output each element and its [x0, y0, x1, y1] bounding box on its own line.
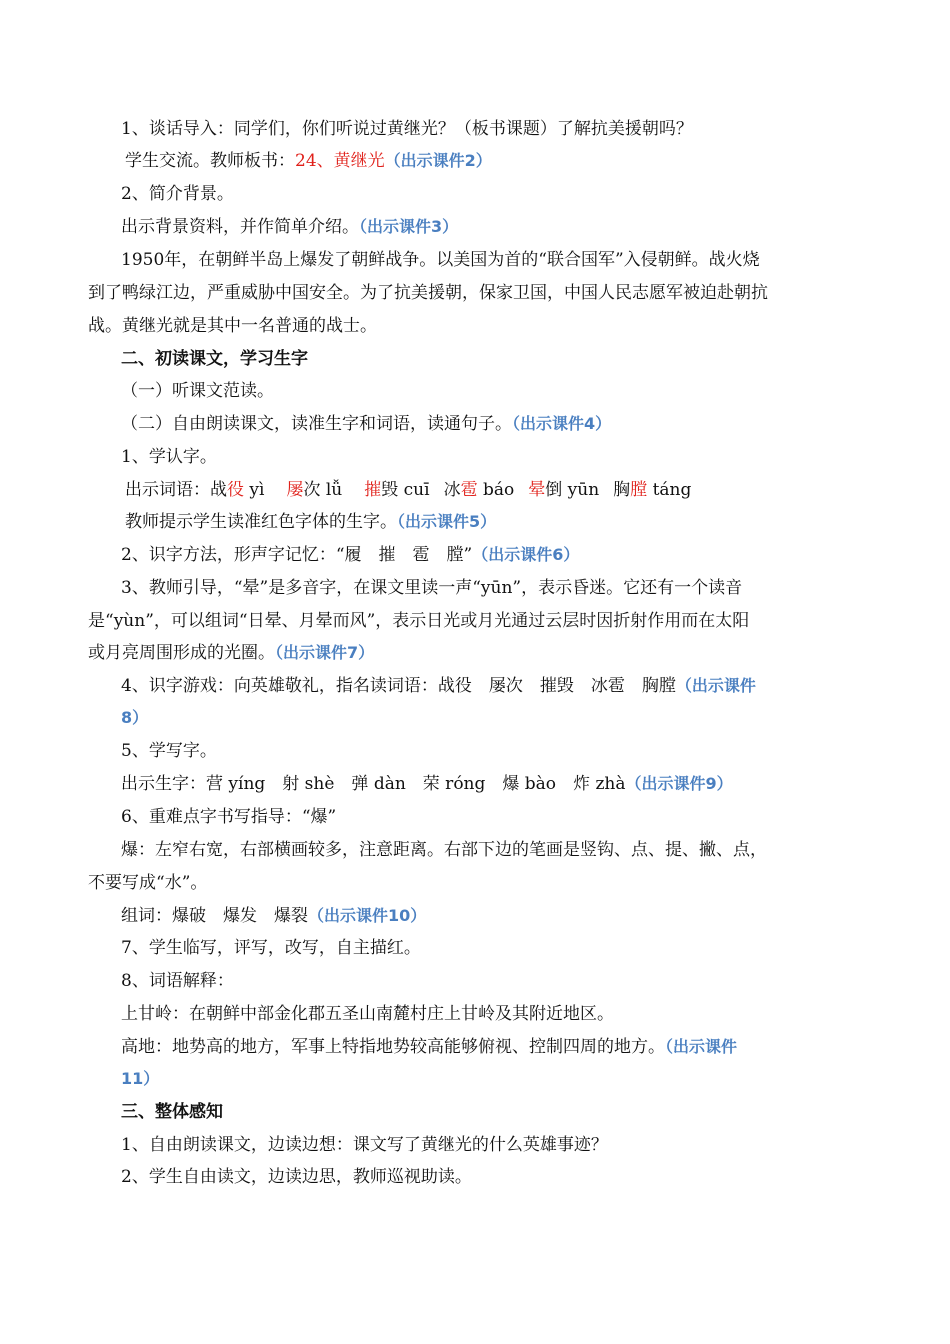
courseware-note: 11） — [121, 1069, 160, 1088]
text: 2、学生自由读文，边读边思，教师巡视助读。 — [121, 1167, 472, 1187]
pinyin: lǚ — [325, 480, 343, 500]
courseware-note: （出示课件5） — [397, 512, 497, 531]
paragraph — [121, 773, 733, 795]
paragraph — [88, 315, 377, 337]
paragraph — [121, 249, 760, 271]
text: 4、识字游戏：向英雄敬礼，指名读词语：战役 屡次 摧毁 冰雹 胸膛 — [121, 676, 676, 696]
paragraph — [121, 544, 579, 566]
char: 次 — [303, 480, 321, 500]
paragraph — [121, 806, 336, 828]
paragraph — [121, 937, 421, 959]
paragraph — [121, 380, 274, 402]
section-heading — [121, 348, 308, 370]
text: 1、学认字。 — [121, 447, 217, 467]
courseware-note: （出示课件4） — [512, 414, 612, 433]
text: 1950年，在朝鲜半岛上爆发了朝鲜战争。以美国为首的“联合国军”入侵朝鲜。战火烧 — [121, 250, 760, 270]
lesson-title-highlight: 24、黄继光 — [295, 151, 385, 171]
char: 倒 — [545, 480, 563, 500]
paragraph — [121, 577, 742, 599]
paragraph — [88, 282, 768, 304]
paragraph — [88, 610, 749, 632]
char: 冰 — [443, 480, 461, 500]
paragraph — [121, 413, 611, 435]
new-char: 役 — [227, 480, 244, 500]
paragraph — [88, 642, 374, 664]
paragraph — [121, 707, 148, 729]
paragraph — [121, 740, 217, 762]
new-char: 晕 — [528, 480, 546, 500]
text: 5、学写字。 — [121, 741, 217, 761]
courseware-note: （出示课件9） — [625, 774, 733, 793]
pinyin: táng — [652, 480, 692, 500]
paragraph — [121, 183, 234, 205]
new-char: 摧 — [364, 480, 382, 500]
courseware-note: （出示课件 — [675, 676, 756, 695]
char: 毁 — [381, 480, 399, 500]
text: 出示词语： — [125, 480, 210, 500]
text: 2、识字方法，形声字记忆：“履 摧 雹 膛” — [121, 545, 473, 565]
paragraph — [121, 970, 234, 992]
text: 高地：地势高的地方，军事上特指地势较高能够俯视、控制四周的地方。 — [121, 1037, 665, 1057]
text: 7、学生临写，评写，改写，自主描红。 — [121, 938, 421, 958]
text: 或月亮周围形成的光圈。 — [88, 643, 275, 663]
section-heading — [121, 1101, 223, 1123]
new-char: 膛 — [630, 480, 648, 500]
paragraph — [121, 675, 756, 697]
text: 出示生字：营 yíng 射 shè 弹 dàn 荣 róng 爆 bào 炸 zhà — [121, 774, 626, 794]
courseware-note: （出示课件6） — [472, 545, 580, 564]
paragraph — [121, 216, 458, 238]
text: 2、简介背景。 — [121, 184, 234, 204]
new-char: 雹 — [460, 480, 478, 500]
text: 1、谈话导入：同学们，你们听说过黄继光？（板书课题）了解抗美援朝吗？ — [121, 119, 693, 139]
courseware-note: 8） — [121, 708, 149, 727]
text: 1、自由朗读课文，边读边想：课文写了黄继光的什么英雄事迹？ — [121, 1135, 608, 1155]
paragraph — [121, 905, 426, 927]
text: 6、重难点字书写指导：“爆” — [121, 807, 337, 827]
paragraph — [121, 118, 693, 140]
courseware-note: （出示课件10） — [308, 906, 427, 925]
text: 二、初读课文，学习生字 — [121, 349, 308, 369]
vocab-line — [125, 479, 691, 501]
paragraph — [125, 511, 496, 533]
text: 不要写成“水”。 — [88, 873, 208, 893]
text: 8、词语解释： — [121, 971, 234, 991]
paragraph — [121, 1134, 608, 1156]
courseware-note: （出示课件2） — [384, 151, 492, 170]
char: 胸 — [613, 480, 631, 500]
paragraph — [121, 1166, 472, 1188]
text: 到了鸭绿江边，严重威胁中国安全。为了抗美援朝，保家卫国，中国人民志愿军被迫赴朝抗 — [88, 283, 768, 303]
text: 三、整体感知 — [121, 1102, 223, 1122]
text: （一）听课文范读。 — [121, 381, 274, 401]
paragraph — [121, 1036, 737, 1058]
paragraph — [125, 150, 492, 172]
text: （二）自由朗读课文，读准生字和词语，读通句子。 — [121, 414, 512, 434]
pinyin: yūn — [567, 480, 600, 500]
pinyin: yì — [249, 480, 265, 500]
pinyin: báo — [482, 480, 515, 500]
text: 上甘岭：在朝鲜中部金化郡五圣山南麓村庄上甘岭及其附近地区。 — [121, 1004, 614, 1024]
text: 学生交流。教师板书： — [125, 151, 295, 171]
courseware-note: （出示课件7） — [275, 643, 375, 662]
paragraph — [121, 839, 767, 861]
text: 是“yùn”，可以组词“日晕、月晕而风”，表示日光或月光通过云层时因折射作用而在太阳 — [88, 611, 750, 631]
paragraph — [121, 446, 217, 468]
pinyin: cuī — [403, 480, 430, 500]
text: 出示背景资料，并作简单介绍。 — [121, 217, 359, 237]
paragraph — [121, 1003, 614, 1025]
text: 教师提示学生读准红色字体的生字。 — [125, 512, 397, 532]
new-char: 屡 — [286, 480, 304, 500]
char: 战 — [210, 480, 227, 500]
paragraph — [88, 872, 207, 894]
courseware-note: （出示课件 — [665, 1037, 738, 1056]
text: 爆：左窄右宽，右部横画较多，注意距离。右部下边的笔画是竖钩、点、提、撇、点， — [121, 840, 767, 860]
courseware-note: （出示课件3） — [359, 217, 459, 236]
text: 3、教师引导，“晕”是多音字，在课文里读一声“yūn”，表示昏迷。它还有一个读音 — [121, 578, 743, 598]
text: 战。黄继光就是其中一名普通的战士。 — [88, 316, 377, 336]
text: 组词：爆破 爆发 爆裂 — [121, 906, 308, 926]
paragraph — [121, 1068, 159, 1090]
